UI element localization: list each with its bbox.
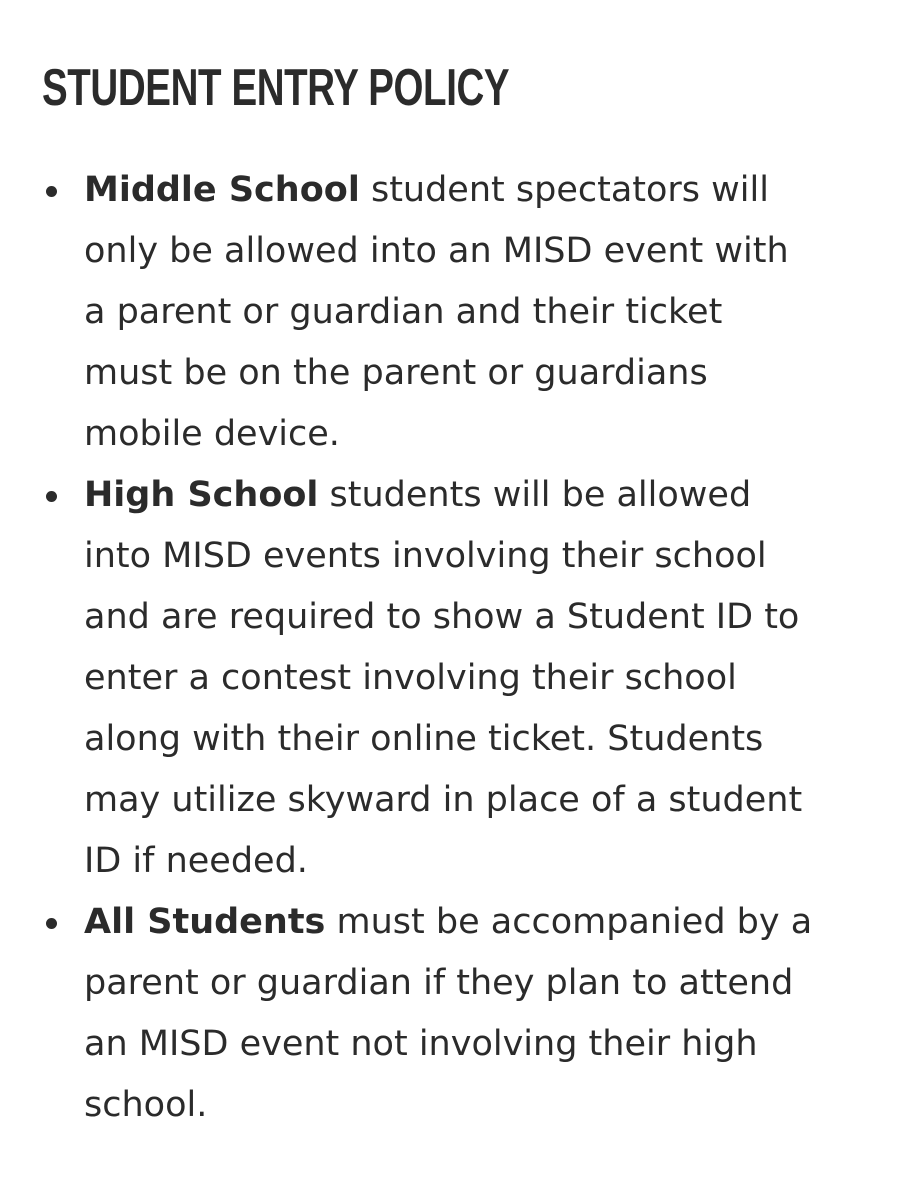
policy-line bbox=[84, 465, 874, 526]
policy-lead: Middle School bbox=[84, 170, 360, 210]
bullet-icon bbox=[46, 491, 57, 502]
bullet-icon bbox=[46, 918, 57, 929]
policy-line: may utilize skyward in place of a student bbox=[84, 780, 803, 820]
page-title: STUDENT ENTRY POLICY bbox=[42, 59, 510, 117]
policy-line: ID if needed. bbox=[84, 841, 308, 881]
policy-line bbox=[84, 892, 874, 953]
policy-line: parent or guardian if they plan to attend bbox=[84, 963, 794, 1003]
policy-line: school. bbox=[84, 1085, 208, 1125]
policy-line: must be on the parent or guardians bbox=[84, 353, 708, 393]
policy-text: students will be allowed bbox=[318, 475, 752, 515]
policy-lead: High School bbox=[84, 475, 319, 515]
policy-line: a parent or guardian and their ticket bbox=[84, 292, 723, 332]
policy-line: enter a contest involving their school bbox=[84, 658, 737, 698]
policy-lead: All Students bbox=[84, 902, 326, 942]
policy-line bbox=[84, 160, 874, 221]
policy-item-all-students bbox=[84, 892, 874, 1136]
policy-text: must be accompanied by a bbox=[325, 902, 813, 942]
policy-line: only be allowed into an MISD event with bbox=[84, 231, 789, 271]
policy-line: into MISD events involving their school bbox=[84, 536, 767, 576]
policy-item-high-school bbox=[84, 465, 874, 892]
policy-item-middle-school bbox=[84, 160, 874, 465]
policy-line: mobile device. bbox=[84, 414, 340, 454]
policy-list bbox=[84, 160, 874, 1136]
bullet-icon bbox=[46, 186, 57, 197]
policy-line: and are required to show a Student ID to bbox=[84, 597, 800, 637]
policy-text: student spectators will bbox=[359, 170, 769, 210]
policy-line: along with their online ticket. Students bbox=[84, 719, 764, 759]
policy-line: an MISD event not involving their high bbox=[84, 1024, 758, 1064]
